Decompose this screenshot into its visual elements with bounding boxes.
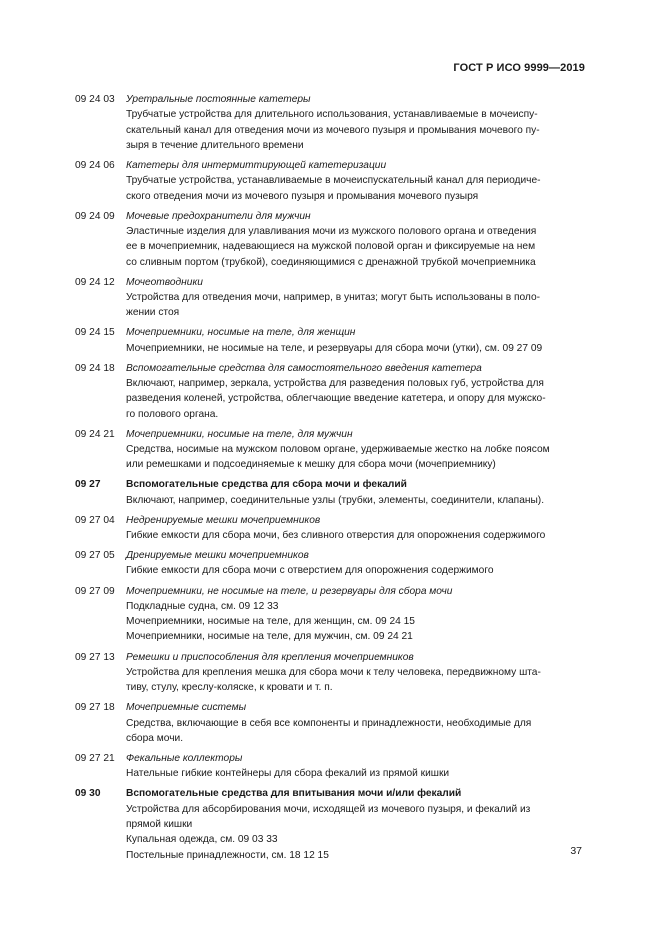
entry-description-line: сбора мочи. <box>126 732 184 744</box>
entry-title: Вспомогательные средства для самостоятельного введения катетера <box>126 362 482 374</box>
entry-code: 09 24 12 <box>75 276 115 288</box>
entry-title: Вспомогательные средства для сбора мочи и фекалий <box>126 479 407 491</box>
entry-description-line: Средства, включающие в себя все компоненты и принадлежности, необходимые для <box>126 717 532 729</box>
classification-entry <box>75 786 587 862</box>
entry-description-line: Мочеприемники, не носимые на теле, и резервуары для сбора мочи (утки), см. 09 27 09 <box>126 342 543 354</box>
entry-description-line: Устройства для крепления мешка для сбора мочи к телу человека, передвижному шта- <box>126 666 541 678</box>
entry-description-line: Нательные гибкие контейнеры для сбора фекалий из прямой кишки <box>126 768 450 780</box>
entry-code: 09 24 18 <box>75 362 115 374</box>
entry-description-line: зыря в течение длительного времени <box>126 139 304 151</box>
entry-title: Мочеприемные системы <box>126 702 247 714</box>
classification-entry <box>75 209 587 270</box>
entry-body <box>126 209 587 270</box>
entry-code: 09 27 05 <box>75 550 115 562</box>
entry-description-line: Трубчатые устройства, устанавливаемые в мочеиспускательный канал для периодиче- <box>126 175 541 187</box>
entry-code: 09 30 <box>75 788 101 800</box>
entry-description-line: Включают, например, соединительные узлы (трубки, элементы, соединители, клапаны). <box>126 494 545 506</box>
classification-entry <box>75 548 587 579</box>
entry-body <box>126 92 587 153</box>
entry-title: Мочевые предохранители для мужчин <box>126 210 311 222</box>
classification-entry <box>75 325 587 356</box>
entry-description-line: скательный канал для отведения мочи из мочевого пузыря и промывания мочевого пу- <box>126 124 540 136</box>
entry-title: Вспомогательные средства для впитывания мочи и/или фекалий <box>126 788 462 800</box>
entry-description-line: Устройства для абсорбирования мочи, исходящей из мочевого пузыря, и фекалий из <box>126 803 531 815</box>
classification-entry <box>75 477 587 508</box>
entry-body <box>126 275 587 321</box>
entry-body <box>126 548 587 579</box>
entry-body <box>126 325 587 356</box>
entry-description-line: Мочеприемники, носимые на теле, для женщин, см. 09 24 15 <box>126 616 415 628</box>
entry-body <box>126 584 587 645</box>
entry-title: Уретральные постоянные катетеры <box>126 94 311 105</box>
entry-description-line: разведения коленей, устройства, облегчающие введение катетера, и опору для мужско- <box>126 393 546 405</box>
entry-description-line: со сливным портом (трубкой), соединяющимися с дренажной трубкой мочеприемника <box>126 256 536 268</box>
entry-code: 09 27 09 <box>75 585 115 597</box>
entry-title: Недренируемые мешки мочеприемников <box>126 514 321 526</box>
entry-body <box>126 650 587 696</box>
entry-description-line: го полового органа. <box>126 408 219 420</box>
entry-description-line: Гибкие емкости для сбора мочи с отверстием для опорожнения содержимого <box>126 565 494 577</box>
entry-title: Мочеприемники, носимые на теле, для мужчин <box>126 428 353 440</box>
classification-entry <box>75 92 587 153</box>
entry-title: Дренируемые мешки мочеприемников <box>126 550 309 562</box>
entry-description-line: Купальная одежда, см. 09 03 33 <box>126 834 278 846</box>
entry-body <box>126 786 587 862</box>
page-number: 37 <box>570 845 582 857</box>
entry-description-line: Трубчатые устройства для длительного использования, устанавливаемые в мочеиспу- <box>126 109 538 121</box>
entry-body <box>126 361 587 422</box>
entry-description-line: Эластичные изделия для улавливания мочи из мужского полового органа и отведения <box>126 225 537 237</box>
classification-entry <box>75 700 587 746</box>
classification-entry <box>75 275 587 321</box>
entry-description-line: ее в мочеприемник, надевающиеся на мужской половой орган и фиксируемые на нем <box>126 241 536 253</box>
entry-code: 09 24 03 <box>75 94 115 105</box>
entry-title: Мочеотводники <box>126 276 203 288</box>
entry-code: 09 24 15 <box>75 327 115 339</box>
entry-description-line: Мочеприемники, носимые на теле, для мужчин, см. 09 24 21 <box>126 631 413 643</box>
classification-entry <box>75 361 587 422</box>
entry-description-line: Устройства для отведения мочи, например, в унитаз; могут быть использованы в поло- <box>126 291 541 303</box>
entry-description-line: Гибкие емкости для сбора мочи, без сливного отверстия для опорожнения содержимого <box>126 530 546 542</box>
classification-entry <box>75 158 587 204</box>
entry-body <box>126 427 587 473</box>
entry-description-line: или ремешками и подсоединяемые к мешку для сбора мочи (мочеприемнику) <box>126 459 496 471</box>
classification-entry <box>75 513 587 544</box>
entry-title: Фекальные коллекторы <box>126 752 243 764</box>
classification-list <box>75 92 587 868</box>
entry-description-line: Постельные принадлежности, см. 18 12 15 <box>126 849 329 861</box>
entry-body <box>126 477 587 508</box>
classification-entry <box>75 751 587 782</box>
classification-entry <box>75 584 587 645</box>
entry-description-line: прямой кишки <box>126 818 193 830</box>
entry-code: 09 27 04 <box>75 514 115 526</box>
entry-description-line: жении стоя <box>126 307 180 319</box>
entry-title: Катетеры для интермиттирующей катетеризации <box>126 159 387 171</box>
entry-code: 09 27 21 <box>75 752 115 764</box>
entry-code: 09 24 09 <box>75 210 115 222</box>
document-header: ГОСТ Р ИСО 9999—2019 <box>453 62 585 74</box>
entry-code: 09 24 06 <box>75 159 115 171</box>
entry-description-line: ского отведения мочи из мочевого пузыря и промывания мочевого пузыря <box>126 190 479 202</box>
entry-code: 09 27 13 <box>75 651 115 663</box>
entry-body <box>126 158 587 204</box>
entry-code: 09 27 <box>75 479 101 491</box>
entry-title: Ремешки и приспособления для крепления мочеприемников <box>126 651 414 663</box>
classification-entry <box>75 650 587 696</box>
entry-title: Мочеприемники, носимые на теле, для женщин <box>126 327 356 339</box>
entry-body <box>126 700 587 746</box>
entry-description-line: Средства, носимые на мужском половом органе, удерживаемые жестко на лобке поясом <box>126 444 550 456</box>
entry-title: Мочеприемники, не носимые на теле, и резервуары для сбора мочи <box>126 585 453 597</box>
classification-entry <box>75 427 587 473</box>
entry-code: 09 24 21 <box>75 428 115 440</box>
entry-description-line: Включают, например, зеркала, устройства для разведения половых губ, устройства для <box>126 378 544 390</box>
entry-code: 09 27 18 <box>75 702 115 714</box>
entry-body <box>126 751 587 782</box>
entry-body <box>126 513 587 544</box>
entry-description-line: тиву, стулу, креслу-коляске, к кровати и т. п. <box>126 682 333 694</box>
entry-description-line: Подкладные судна, см. 09 12 33 <box>126 600 279 612</box>
